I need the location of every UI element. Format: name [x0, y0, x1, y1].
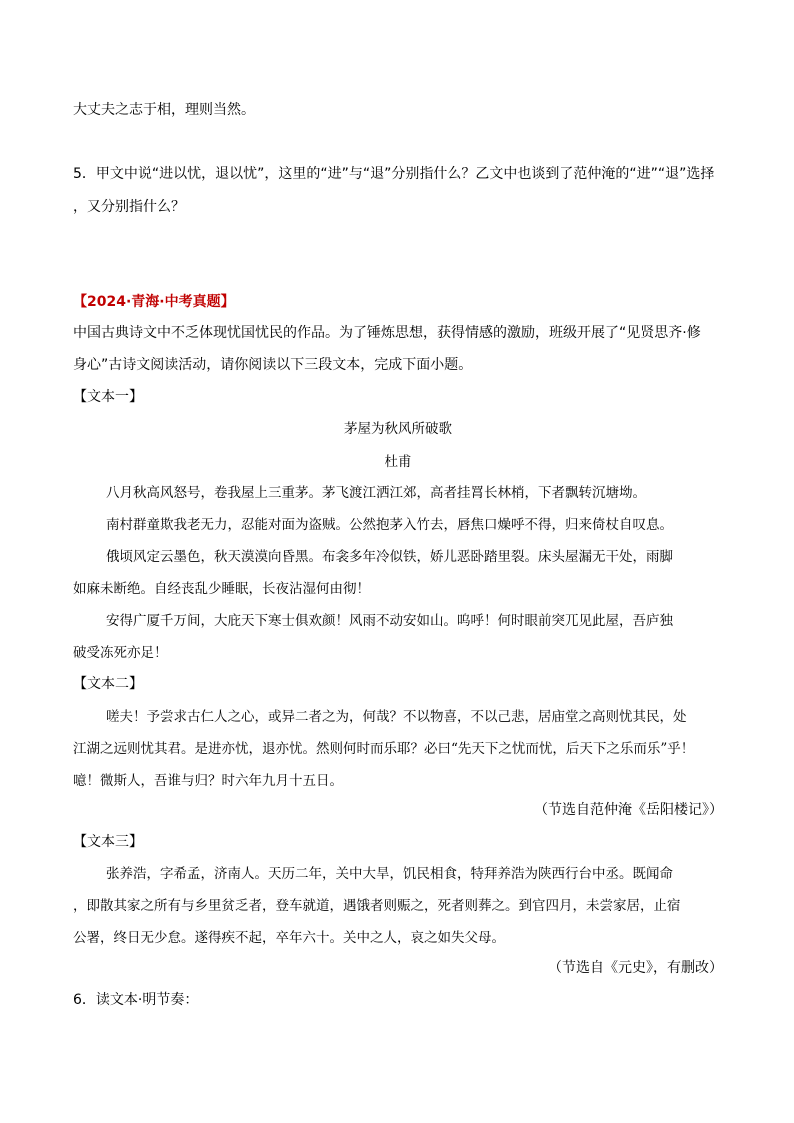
text-1-heading: 【文本一】 — [73, 389, 143, 405]
source-tag-open: 【 — [73, 294, 87, 310]
source-tag-text: 2024·青海·中考真题 — [87, 294, 221, 310]
poem-line: 八月秋高风怒号，卷我屋上三重茅。茅飞渡江洒江郊，高者挂罥长林梢，下者飘转沉塘坳。 — [106, 485, 646, 501]
text-2-source: （节选自范仲淹《岳阳楼记》） — [534, 802, 723, 818]
intro-paragraph-line-2: 身心”古诗文阅读活动，请你阅读以下三段文本，完成下面小题。 — [73, 357, 473, 373]
text-2-line: 江湖之远则忧其君。是进亦忧，退亦忧。然则何时而乐耶？必曰“先天下之忧而忧，后天下之乐而乐”乎！ — [73, 741, 695, 757]
text-3-line: 公署，终日无少怠。遂得疾不起，卒年六十。关中之人，哀之如失父母。 — [73, 930, 505, 946]
intro-line: 大丈夫之志于相，理则当然。 — [73, 102, 255, 118]
poem-title: 茅屋为秋风所破歌 — [344, 421, 452, 437]
text-3-source: （节选自《元史》，有删改） — [548, 960, 723, 976]
question-5-line-2: ，又分别指什么？ — [73, 199, 185, 215]
poem-line: 俄顷风定云墨色，秋天漠漠向昏黑。布衾多年冷似铁，娇儿恶卧踏里裂。床头屋漏无干处，雨脚 — [106, 549, 673, 565]
intro-paragraph-line-1: 中国古典诗文中不乏体现忧国忧民的作品。为了锤炼思想，获得情感的激励，班级开展了“见贤思齐·修 — [73, 325, 701, 341]
poem-line: 破受冻死亦足！ — [73, 645, 168, 661]
text-2-line: 嗟夫！予尝求古仁人之心，或异二者之为，何哉？不以物喜，不以己悲，居庙堂之高则忧其民，处 — [106, 709, 687, 725]
text-2-line: 噫！微斯人，吾谁与归？时六年九月十五日。 — [73, 773, 343, 789]
poem-line: 如麻未断绝。自经丧乱少睡眠，长夜沾湿何由彻！ — [73, 581, 370, 597]
poem-author: 杜甫 — [384, 454, 412, 470]
text-3-heading: 【文本三】 — [73, 834, 143, 850]
poem-line: 安得广厦千万间，大庇天下寒士俱欢颜！风雨不动安如山。呜呼！何时眼前突兀见此屋，吾庐独 — [106, 613, 673, 629]
text-2-heading: 【文本二】 — [73, 676, 143, 692]
source-tag — [73, 292, 235, 312]
text-3-line: ，即散其家之所有与乡里贫乏者，登车就道，遇饿者则赈之，死者则葬之。到官四月，未尝家居，止宿 — [73, 898, 681, 914]
text-3-line: 张养浩，字希孟，济南人。天历二年，关中大旱，饥民相食，特拜养浩为陕西行台中丞。既闻命 — [106, 866, 673, 882]
question-6: 6．读文本·明节奏： — [73, 992, 199, 1008]
question-5-line-1: 5．甲文中说“进以忧，退以忧”，这里的“进”与“退”分别指什么？乙文中也谈到了范仲淹的“进”“退”选择 — [73, 166, 715, 182]
poem-line: 南村群童欺我老无力，忍能对面为盗贼。公然抱茅入竹去，唇焦口燥呼不得，归来倚杖自叹息。 — [106, 517, 673, 533]
source-tag-close: 】 — [220, 294, 235, 310]
